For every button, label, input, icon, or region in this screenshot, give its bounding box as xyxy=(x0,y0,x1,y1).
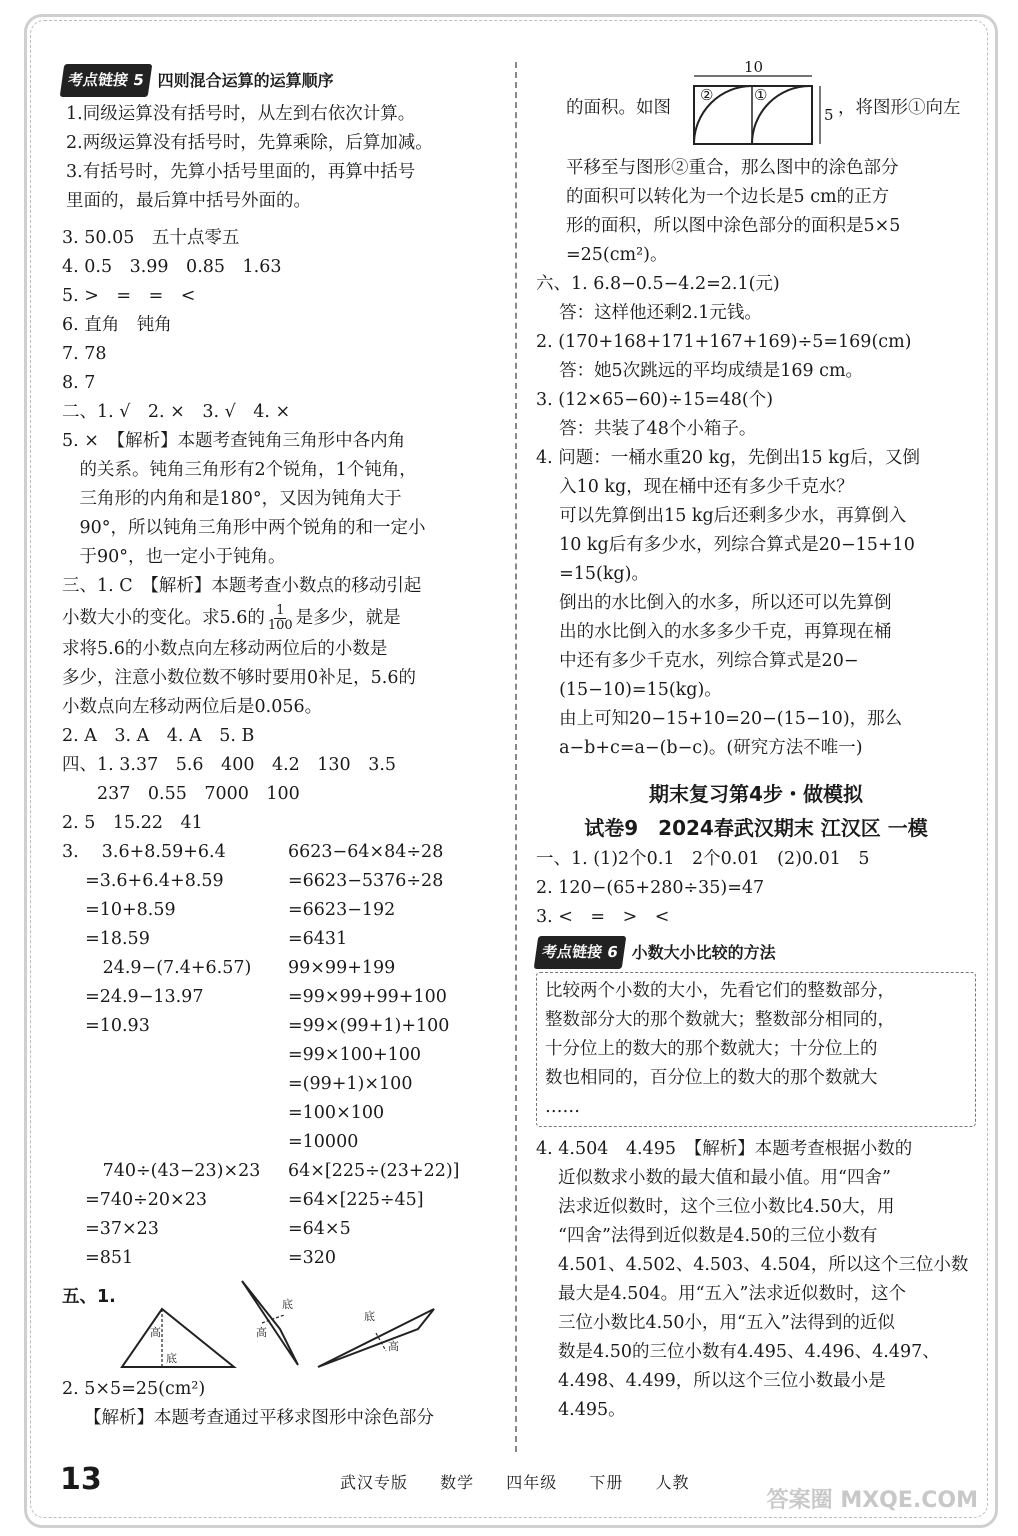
calc-row xyxy=(62,1157,498,1186)
answer-line: 可以先算倒出15 kg后还剩多少水，再算倒入 xyxy=(536,506,907,526)
right-column xyxy=(536,94,976,1425)
footer-item: 下册 xyxy=(589,1473,624,1492)
fraction xyxy=(268,604,293,633)
fig-label-top: 10 xyxy=(744,58,764,76)
calc-right: =6623−5376÷28 xyxy=(288,871,444,891)
answer-line: 三位小数比4.50小，用“五入”法得到的近似 xyxy=(558,1313,895,1333)
calc-row xyxy=(62,896,498,925)
answer-line: 出的水比倒入的水多多少千克，再算现在桶 xyxy=(536,622,892,642)
answer-line: 答：这样他还剩2.1元钱。 xyxy=(536,303,762,323)
calc-right: =320 xyxy=(288,1248,337,1268)
watermark: 答案圈 MXQE.COM xyxy=(766,1488,978,1513)
answer-line: 6. 直角 钝角 xyxy=(62,315,172,335)
calc-left: =10.93 xyxy=(62,1016,150,1036)
calc-right: =99×100+100 xyxy=(288,1045,422,1065)
calc-left: 24.9−(7.4+6.57) xyxy=(62,958,252,978)
fig-label-side: 5 xyxy=(824,106,834,124)
calc-row xyxy=(62,867,498,896)
answer-line: 2. 120−(65+280÷35)=47 xyxy=(536,878,765,898)
fraction-before: 小数大小的变化。求5.6的 xyxy=(62,608,265,628)
answer-line: 于90°，也一定小于钝角。 xyxy=(62,547,286,567)
answer-line: 形的面积，所以图中涂色部分的面积是5×5 xyxy=(566,216,901,236)
answer-line: (15−10)=15(kg)。 xyxy=(536,680,722,700)
calc-left: =10+8.59 xyxy=(62,900,176,920)
answer-line: 5. × 【解析】本题考查钝角三角形中各内角 xyxy=(62,431,406,451)
calc-right: 64×[225÷(23+22)] xyxy=(288,1161,460,1181)
fig-circle-2: ② xyxy=(700,86,714,104)
answer-line: 四、1. 3.37 5.6 400 4.2 130 3.5 xyxy=(62,755,397,775)
footer xyxy=(340,1470,715,1493)
answer-line: 4. 0.5 3.99 0.85 1.63 xyxy=(62,257,282,277)
answer-line: 7. 78 xyxy=(62,344,107,364)
answer-line: 答：她5次跳远的平均成绩是169 cm。 xyxy=(536,361,864,381)
label-height-3: 高 xyxy=(388,1340,399,1353)
calc-row xyxy=(62,925,498,954)
figure-text-b: ，将图形①向左 xyxy=(838,98,961,118)
calc-row xyxy=(62,1215,498,1244)
calc-left xyxy=(62,1128,288,1157)
calc-row xyxy=(62,1041,498,1070)
tag-label: 考点链接 5 xyxy=(60,64,152,97)
calc-row xyxy=(62,1012,498,1041)
label-base-1: 底 xyxy=(166,1352,177,1365)
answer-line: 4. 4.504 4.495 【解析】本题考查根据小数的 xyxy=(536,1139,913,1159)
calc-right: =6623−192 xyxy=(288,900,396,920)
answer-line: 的关系。钝角三角形有2个锐角，1个钝角， xyxy=(62,460,417,480)
calc-left: =740÷20×23 xyxy=(62,1190,207,1210)
answer-line: 237 0.55 7000 100 xyxy=(62,784,300,804)
answer-line: 3. (12×65−60)÷15=48(个) xyxy=(536,390,774,410)
calc-right: =10000 xyxy=(288,1132,359,1152)
answer-line: 平移至与图形②重合，那么图中的涂色部分 xyxy=(566,158,899,178)
left-column xyxy=(62,60,498,1433)
answer-line: 8. 7 xyxy=(62,373,96,393)
calc-block xyxy=(62,838,498,1273)
footer-item: 数学 xyxy=(440,1473,475,1492)
tip-line: 十分位上的数大的那个数就大；十分位上的 xyxy=(545,1039,878,1059)
calc-left xyxy=(62,1070,288,1099)
answer-line: 的面积可以转化为一个边长是5 cm的正方 xyxy=(566,187,890,207)
calc-left: =851 xyxy=(62,1248,134,1268)
answer-line: 三、1. C 【解析】本题考查小数点的移动引起 xyxy=(62,576,422,596)
answer-line: 求将5.6的小数点向左移动两位后的小数是 xyxy=(62,639,388,659)
answer-line: 10 kg后有多少水，列综合算式是20−15+10 xyxy=(536,535,915,555)
calc-right: =100×100 xyxy=(288,1103,385,1123)
answer-line: 近似数求小数的最大值和最小值。用“四舍” xyxy=(558,1168,891,1188)
answer-line: 4. 问题：一桶水重20 kg，先倒出15 kg后，又倒 xyxy=(536,448,921,468)
rule-line: 2.两级运算没有括号时，先算乘除，后算加减。 xyxy=(66,133,433,153)
figure-text-line xyxy=(536,94,976,154)
answer-line: “四舍”法得到近似数是4.50的三位小数有 xyxy=(558,1226,878,1246)
rule-line: 1.同级运算没有括号时，从左到右依次计算。 xyxy=(66,104,416,124)
label-height-1: 高 xyxy=(150,1326,161,1339)
answer-line: =15(kg)。 xyxy=(536,564,649,584)
answer-line: 4.495。 xyxy=(558,1400,626,1420)
answer-line: =25(cm²)。 xyxy=(566,245,668,265)
tip-line: 数也相同的，百分位上的数大的那个数就大 xyxy=(545,1068,878,1088)
triangle-2 xyxy=(242,1281,298,1365)
calc-right: =99×(99+1)+100 xyxy=(288,1016,450,1036)
fraction-line xyxy=(62,601,498,635)
answer-line: 4.498、4.499，所以这个三位小数最小是 xyxy=(558,1371,886,1391)
calc-row xyxy=(62,1070,498,1099)
answer-line: 由上可知20−15+10=20−(15−10)，那么 xyxy=(536,709,903,729)
footer-item: 武汉专版 xyxy=(340,1473,409,1492)
answer-line: 数是4.50的三位小数有4.495、4.496、4.497、 xyxy=(558,1342,940,1362)
calc-row xyxy=(62,838,498,867)
answer-line: 多少，注意小数位数不够时要用0补足，5.6的 xyxy=(62,668,416,688)
section-five-label: 五、1. xyxy=(62,1287,116,1307)
footer-item: 人教 xyxy=(655,1473,690,1492)
answer-line: 2. 5 15.22 41 xyxy=(62,813,203,833)
fraction-numerator: 1 xyxy=(276,603,285,618)
answer-line: 法求近似数时，这个三位小数比4.50大，用 xyxy=(558,1197,895,1217)
answer-line: 90°，所以钝角三角形中两个锐角的和一定小 xyxy=(62,518,426,538)
fig-circle-1: ① xyxy=(754,86,768,104)
answer-line: 4.501、4.502、4.503、4.504，所以这个三位小数 xyxy=(558,1255,969,1275)
calc-right: =64×[225÷45] xyxy=(288,1190,424,1210)
fraction-denominator: 100 xyxy=(267,618,293,633)
calc-row xyxy=(62,983,498,1012)
calc-right: 99×99+199 xyxy=(288,958,396,978)
tag-title: 四则混合运算的运算顺序 xyxy=(157,70,334,90)
answer-line: 5. > = = < xyxy=(62,286,196,306)
answer-line: 最大是4.504。用“五入”法求近似数时，这个 xyxy=(558,1284,906,1304)
rule-line: 里面的，最后算中括号外面的。 xyxy=(66,191,311,211)
triangle-1 xyxy=(122,1309,234,1367)
answer-line: 2. A 3. A 4. A 5. B xyxy=(62,726,255,746)
calc-row xyxy=(62,1244,498,1273)
calc-left: =37×23 xyxy=(62,1219,159,1239)
answer-line: a−b+c=a−(b−c)。(研究方法不唯一) xyxy=(536,738,863,758)
calc-right: =(99+1)×100 xyxy=(288,1074,413,1094)
answer-line: 3. 50.05 五十点零五 xyxy=(62,228,240,248)
label-base-3: 底 xyxy=(364,1310,375,1323)
calc-left: =18.59 xyxy=(62,929,150,949)
answer-line: 答：共装了48个小箱子。 xyxy=(536,419,757,439)
tip-line: 比较两个小数的大小，先看它们的整数部分， xyxy=(545,981,895,1001)
triangles-figure xyxy=(62,1279,498,1375)
calc-row xyxy=(62,1099,498,1128)
tag-link-6 xyxy=(536,936,976,968)
calc-row xyxy=(62,1186,498,1215)
calc-left: 740÷(43−23)×23 xyxy=(62,1161,261,1181)
calc-row xyxy=(62,954,498,983)
calc-left: 3. 3.6+8.59+6.4 xyxy=(62,842,226,862)
answer-line: 3. < = > < xyxy=(536,907,670,927)
triangle-3 xyxy=(318,1309,434,1367)
answer-line: 二、1. √ 2. × 3. √ 4. × xyxy=(62,402,291,422)
calc-row xyxy=(62,1128,498,1157)
calc-left xyxy=(62,1099,288,1128)
calc-left: =24.9−13.97 xyxy=(62,987,204,1007)
label-base-2: 底 xyxy=(282,1298,293,1311)
calc-right: =6431 xyxy=(288,929,348,949)
calc-right: =99×99+99+100 xyxy=(288,987,447,1007)
calc-right: =64×5 xyxy=(288,1219,351,1239)
answer-line: 2. 5×5=25(cm²) xyxy=(62,1379,206,1399)
answer-line: 中还有多少千克水，列综合算式是20− xyxy=(536,651,859,671)
figure-text-a: 的面积。如图 xyxy=(566,98,671,118)
section-heading: 期末复习第4步・做模拟 xyxy=(649,782,863,806)
paper-heading: 试卷9 2024春武汉期末 江汉区 一模 xyxy=(584,816,928,840)
calc-right: 6623−64×84÷28 xyxy=(288,842,444,862)
tip-line: 整数部分大的那个数就大；整数部分相同的， xyxy=(545,1010,895,1030)
answer-line: 小数点向左移动两位后是0.056。 xyxy=(62,697,323,717)
answer-line: 一、1. (1)2个0.1 2个0.01 (2)0.01 5 xyxy=(536,849,870,869)
answer-line: 【解析】本题考查通过平移求图形中涂色部分 xyxy=(84,1408,434,1428)
answer-line: 入10 kg，现在桶中还有多少千克水？ xyxy=(536,477,854,497)
footer-item: 四年级 xyxy=(506,1473,558,1492)
page-number: 13 xyxy=(60,1462,102,1497)
calc-left xyxy=(62,1041,288,1070)
fraction-after: 是多少，就是 xyxy=(295,608,401,628)
rules-list xyxy=(62,100,498,216)
answer-line: 倒出的水比倒入的水多，所以还可以先算倒 xyxy=(536,593,892,613)
tag-title: 小数大小比较的方法 xyxy=(631,942,776,962)
column-divider xyxy=(515,62,517,1452)
label-height-2: 高 xyxy=(256,1326,267,1339)
calc-left: =3.6+6.4+8.59 xyxy=(62,871,224,891)
answer-line: 三角形的内角和是180°，又因为钝角大于 xyxy=(62,489,402,509)
tag-label: 考点链接 6 xyxy=(534,936,626,969)
answer-line: 2. (170+168+171+167+169)÷5=169(cm) xyxy=(536,332,912,352)
tag-link-5 xyxy=(62,64,498,96)
triangles-svg xyxy=(62,1279,498,1375)
tip-box xyxy=(536,972,976,1127)
tip-line: …… xyxy=(545,1097,580,1117)
answer-line: 六、1. 6.8−0.5−4.2=2.1(元) xyxy=(536,274,780,294)
rule-line: 3.有括号时，先算小括号里面的，再算中括号 xyxy=(66,162,416,182)
